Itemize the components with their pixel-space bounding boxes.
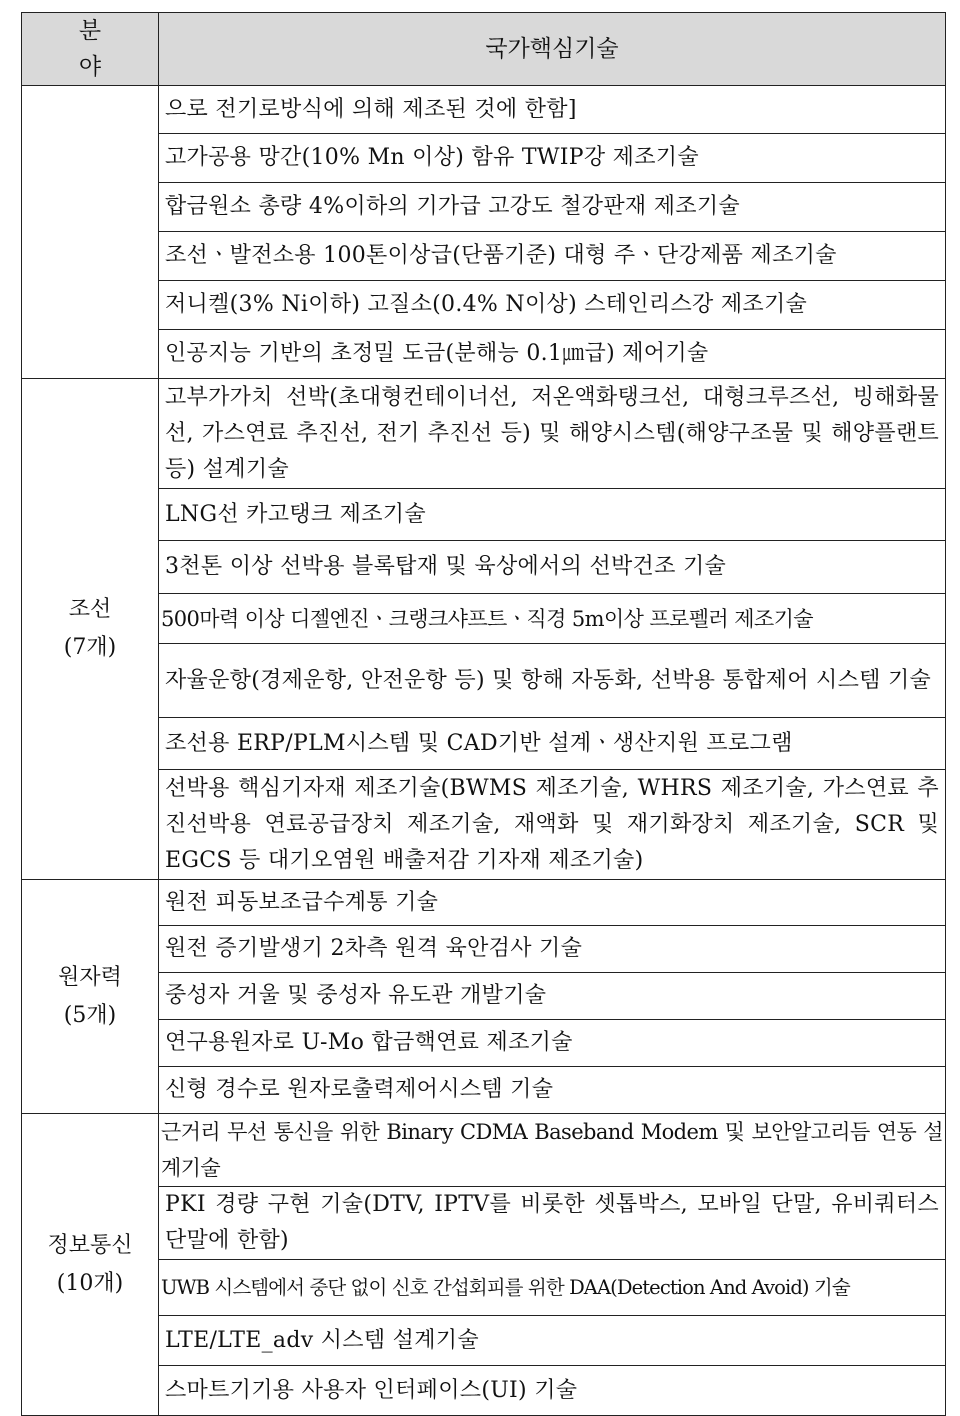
- category-name: 원자력: [58, 964, 122, 990]
- category-cell: [22, 379, 159, 880]
- category-count: (5개): [63, 1002, 117, 1028]
- table-row: [22, 594, 946, 644]
- category-cell: [22, 1114, 159, 1416]
- technology-item: 조선용 ERP/PLM시스템 및 CAD기반 설계ㆍ생산지원 프로그램: [159, 718, 946, 770]
- technology-item: LNG선 카고탱크 제조기술: [159, 489, 946, 541]
- table-row: [22, 973, 946, 1020]
- technology-item: 으로 전기로방식에 의해 제조된 것에 한함]: [159, 86, 946, 134]
- table-row: [22, 926, 946, 973]
- table-row: [22, 183, 946, 232]
- table-row: [22, 1114, 946, 1187]
- table-row: [22, 489, 946, 541]
- technology-item: 고부가가치 선박(초대형컨테이너선, 저온액화탱크선, 대형크루즈선, 빙해화물선, 가스연료 추진선, 전기 추진선 등) 및 해양시스템(해양구조물 및 해양플랜트 등) 설계기술: [159, 379, 946, 489]
- table-row: [22, 86, 946, 134]
- header-field: 분 야: [22, 13, 159, 86]
- table-header-row: [22, 13, 946, 86]
- technology-item: 저니켈(3% Ni이하) 고질소(0.4% N이상) 스테인리스강 제조기술: [159, 281, 946, 330]
- technology-item: PKI 경량 구현 기술(DTV, IPTV를 비롯한 셋톱박스, 모바일 단말, 유비쿼터스 단말에 한함): [159, 1187, 946, 1260]
- table-row: [22, 379, 946, 489]
- table-row: [22, 281, 946, 330]
- table-row: [22, 1316, 946, 1366]
- technology-item: 인공지능 기반의 초정밀 도금(분해능 0.1㎛급) 제어기술: [159, 330, 946, 379]
- table-row: [22, 134, 946, 183]
- table-row: [22, 644, 946, 718]
- category-count: (10개): [56, 1270, 124, 1296]
- technology-item: 선박용 핵심기자재 제조기술(BWMS 제조기술, WHRS 제조기술, 가스연료 추진선박용 연료공급장치 제조기술, 재액화 및 재기화장치 제조기술, SCR 및 EGCS 등 대기오염원 배출저감 기자재 제조기술): [159, 770, 946, 880]
- table-row: [22, 330, 946, 379]
- category-cell: [22, 880, 159, 1114]
- category-name: 조선: [68, 597, 112, 622]
- technology-item: 자율운항(경제운항, 안전운항 등) 및 항해 자동화, 선박용 통합제어 시스템 기술: [159, 644, 946, 718]
- technology-item: 합금원소 총량 4%이하의 기가급 고강도 철강판재 제조기술: [159, 183, 946, 232]
- table-row: [22, 718, 946, 770]
- category-name: 정보통신: [47, 1232, 133, 1258]
- technology-item: 연구용원자로 U-Mo 합금핵연료 제조기술: [159, 1020, 946, 1067]
- table-row: [22, 232, 946, 281]
- technology-item: 500마력 이상 디젤엔진ㆍ크랭크샤프트ㆍ직경 5m이상 프로펠러 제조기술: [159, 594, 946, 644]
- technology-item: UWB 시스템에서 중단 없이 신호 간섭회피를 위한 DAA(Detection And Avoid) 기술: [159, 1260, 946, 1316]
- table-row: [22, 1260, 946, 1316]
- technology-item: 조선ㆍ발전소용 100톤이상급(단품기준) 대형 주ㆍ단강제품 제조기술: [159, 232, 946, 281]
- national-core-technology-table: [21, 12, 946, 1416]
- technology-item: 근거리 무선 통신을 위한 Binary CDMA Baseband Modem 및 보안알고리듬 연동 설계기술: [159, 1114, 946, 1187]
- table-row: [22, 1366, 946, 1416]
- technology-item: 원전 증기발생기 2차측 원격 육안검사 기술: [159, 926, 946, 973]
- table-row: [22, 1067, 946, 1114]
- technology-item: 고가공용 망간(10% Mn 이상) 함유 TWIP강 제조기술: [159, 134, 946, 183]
- technology-item: 3천톤 이상 선박용 블록탑재 및 육상에서의 선박건조 기술: [159, 541, 946, 594]
- technology-item: 중성자 거울 및 중성자 유도관 개발기술: [159, 973, 946, 1020]
- technology-item: 스마트기기용 사용자 인터페이스(UI) 기술: [159, 1366, 946, 1416]
- table-row: [22, 541, 946, 594]
- technology-item: 신형 경수로 원자로출력제어시스템 기술: [159, 1067, 946, 1114]
- category-cell: [22, 86, 159, 379]
- table-row: [22, 1020, 946, 1067]
- technology-item: 원전 피동보조급수계통 기술: [159, 880, 946, 926]
- header-technology: 국가핵심기술: [159, 13, 946, 86]
- category-count: (7개): [63, 635, 117, 660]
- technology-item: LTE/LTE_adv 시스템 설계기술: [159, 1316, 946, 1366]
- table-row: [22, 770, 946, 880]
- table-row: [22, 1187, 946, 1260]
- table-row: [22, 880, 946, 926]
